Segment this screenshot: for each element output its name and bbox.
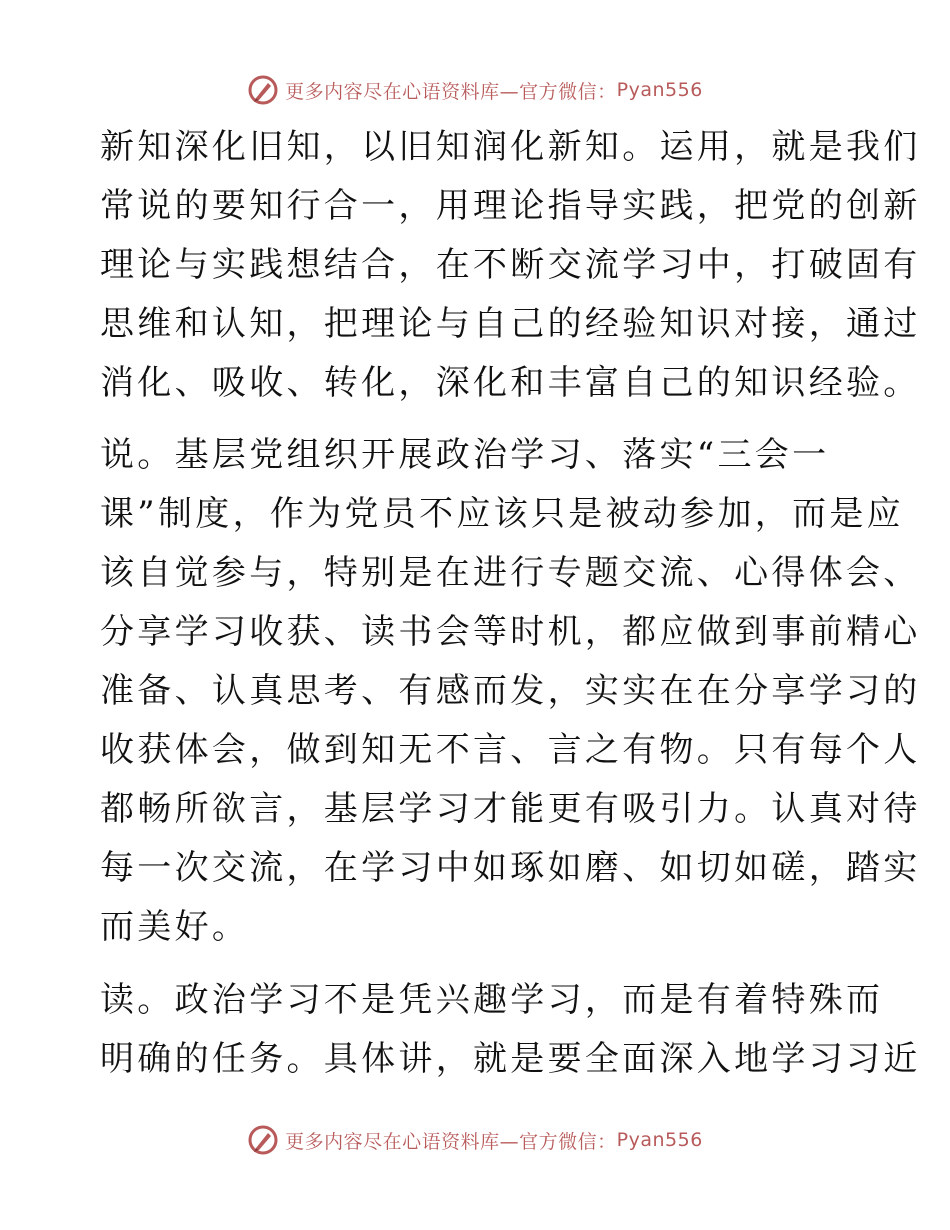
text-line: 明确的任务。具体讲，就是要全面深入地学习习近 bbox=[100, 1039, 921, 1079]
text-line: 分享学习收获、读书会等时机，都应做到事前精心 bbox=[100, 612, 921, 652]
pen-logo-icon bbox=[247, 1124, 279, 1156]
text-line: 而美好。 bbox=[100, 907, 250, 947]
watermark-text: 更多内容尽在心语资料库—官方微信： bbox=[285, 1130, 617, 1153]
pen-logo-icon bbox=[247, 74, 279, 106]
text-line: 说。基层党组织开展政治学习、落实“三会一 bbox=[100, 435, 830, 475]
text-line: 理论与实践想结合，在不断交流学习中，打破固有 bbox=[100, 245, 921, 285]
text-line: 常说的要知行合一，用理论指导实践，把党的创新 bbox=[100, 186, 921, 226]
text-line: 读。政治学习不是凭兴趣学习，而是有着特殊而 bbox=[100, 980, 884, 1020]
text-line: 收获体会，做到知无不言、言之有物。只有每个人 bbox=[100, 730, 921, 770]
text-line: 新知深化旧知，以旧知润化新知。运用，就是我们 bbox=[100, 127, 921, 167]
text-line: 课”制度，作为党员不应该只是被动参加，而是应 bbox=[100, 494, 904, 534]
text-line: 该自觉参与，特别是在进行专题交流、心得体会、 bbox=[100, 553, 921, 593]
text-line: 每一次交流，在学习中如琢如磨、如切如磋，踏实 bbox=[100, 848, 921, 888]
text-line: 准备、认真思考、有感而发，实实在在分享学习的 bbox=[100, 671, 921, 711]
footer-watermark bbox=[0, 1120, 950, 1160]
watermark-wechat-id: Pyan556 bbox=[616, 1129, 703, 1151]
watermark-text: 更多内容尽在心语资料库—官方微信： bbox=[285, 80, 617, 103]
header-watermark bbox=[0, 70, 950, 110]
watermark-wechat-id: Pyan556 bbox=[616, 79, 703, 101]
text-line: 思维和认知，把理论与自己的经验知识对接，通过 bbox=[100, 304, 921, 344]
text-line: 消化、吸收、转化，深化和丰富自己的知识经验。 bbox=[100, 363, 921, 403]
text-line: 都畅所欲言，基层学习才能更有吸引力。认真对待 bbox=[100, 789, 921, 829]
